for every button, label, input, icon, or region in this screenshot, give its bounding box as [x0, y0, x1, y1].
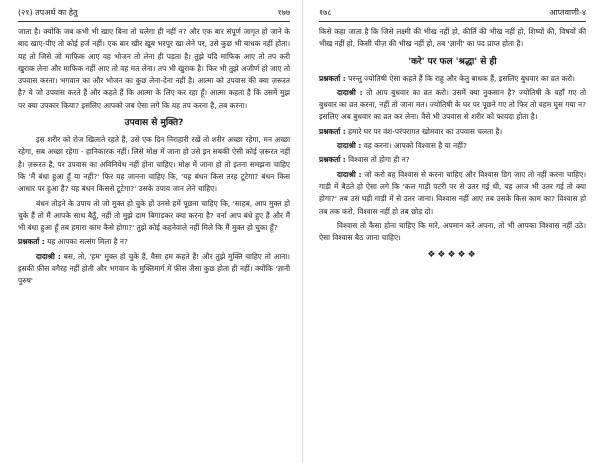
right-dialogue — [319, 73, 586, 85]
dialogue-speaker: दादाश्री : — [337, 87, 363, 97]
left-header-rule — [18, 21, 290, 22]
dialogue-text: तो आप बुधवार का व्रत करो। उसमें क्या नुकसान है? ज्योतिषी के यहाँ गए तो बुधवार का व्रत करना, नहीं तो जाना मत। ज्योतिषी के घर पर पूछने गए तो फिर तो वहम घुस गया न? इसलिए अब बुधवार का व्रत कर लेना। वैसे भी उपवास से शरीर को फायदा होता है। — [319, 87, 586, 122]
dialogue-text: बस, तो, 'हम' मुक्त हो चुके हैं, वैसा हम कहते हैं! और तुझे मुक्ति चाहिए तो आना। इसकी फ़ीस वगैरह नहीं होती और भगवान के मुक्तिमार्ग में फ़ीस जैसा कुछ होता ही नहीं। क्योंकि 'ज्ञानी पुरुष' — [18, 251, 290, 286]
right-closing-paragraph: विश्वास तो कैसा होना चाहिए कि मारे, अपमान करे अपना, तो भी आपका विश्वास नहीं उठे। ऐसा विश्वास बैठ जाना चाहिए। — [319, 220, 586, 243]
dialogue-text: परन्तु ज्योतिषी ऐसा कहते हैं कि राहु और केतु बाधक हैं, इसलिए बुधवार का व्रत करो। — [348, 73, 575, 83]
dialogue-speaker: प्रश्नकर्ता : — [319, 155, 346, 165]
dialogue-speaker: प्रश्नकर्ता : — [18, 237, 45, 247]
right-page-running-title: आप्तवाणी-४ — [549, 8, 586, 17]
dialogue-speaker: प्रश्नकर्ता : — [319, 73, 346, 83]
left-page-running-title: (२१) तपअर्थ का हेतु — [18, 8, 78, 17]
left-dialogue — [18, 251, 290, 288]
left-dialogue — [18, 236, 290, 248]
dialogue-text: यह आपका सत्संग मिला है न? — [47, 237, 128, 247]
dialogue-text: जो करो वह विश्वास से करना चाहिए और विश्वास डिग जाए तो नहीं करना चाहिए। गाड़ी में बैठते हो ऐसा लगे कि 'कल गाड़ी पटरी पर से उतर गई थी, यह आज भी उतर गई तो क्या होगा?' तब उस घड़ी गाड़ी में से उतर जाना। विश्वास नहीं आए तब उसके किस काम का? विश्वास हो तब तक करो, विश्वास नहीं हो तब छोड़ दो। — [319, 169, 586, 216]
dialogue-speaker: दादाश्री : — [337, 169, 362, 179]
dialogue-speaker: दादाश्री : — [337, 141, 362, 151]
ornament-divider: ❖❖❖❖❖ — [427, 250, 478, 261]
right-section-heading: 'करे' पर फल 'श्रद्धा' से ही — [408, 56, 497, 67]
left-page-number: १७७ — [277, 8, 290, 17]
left-section-paragraph: बंधन तोड़ने के उपाय तो जो मुक्त हो चुके हों उनसे हमें पूछना चाहिए कि, 'साहब, आप मुक्त हो चुके हैं तो मैं आपके साथ बैठूँ, नहीं तो मुझे दाम बिगाड़कर क्या करना है? वर्ना आप बंधे हुए हैं और मैं भी बंधा हुआ हूँ तब हमारा काम कैसे होगा?' तुझे कोई कहनेवाले नहीं मिले कि मैं मुक्त हो चुका हूँ? — [18, 198, 290, 233]
left-paragraph: जाता है। क्योंकि जब कभी भी खाए बिना तो चलेगा ही नहीं न? और एक बार संपूर्ण जागृत हो जाने के बाद खाए-पीए तो कोई हर्ज नहीं। एक बार खीर खूब भरपूर खा लेने पर, उसे कुछ भी बाधक नहीं होता। यह तो जिसे जो माफिक आए वह भोजन तो लेना ही पड़ता है। तुझे यदि माफिक आए तो तप करी खुराक लेना और माफिक नहीं आए तो वह मत लेना। तप भी खुराक है। फिर भी तुझे अजीर्ण हो जाए तो उपवास करना। भगवान का और भोजन का कुछ लेना-देना नहीं है। आत्मा को उपवास की क्या ज़रूरत है? ये जो उपवास करते हैं और कहते हैं कि आत्मा के लिए कर रहा हूँ। आत्मा कहता है कि उसमें मुझ पर क्या उपकार किया? इसलिए आपको जब ऐसा लगे कि यह तप करना है, तब करना। — [18, 27, 290, 110]
dialogue-text: वह करना। आपको विश्वास है या नहीं? — [363, 141, 467, 151]
right-dialogue — [319, 87, 586, 124]
dialogue-text: विश्वास तो होगा ही न? — [348, 155, 410, 165]
right-dialogue — [319, 126, 586, 138]
page-gutter — [302, 0, 303, 463]
dialogue-speaker: दादाश्री : — [36, 251, 61, 261]
dialogue-text: हमारे घर पर वंश-परंपरागत खोमवार का उपवास चलता है। — [348, 126, 503, 136]
right-dialogue — [319, 169, 586, 218]
right-opening-paragraph: किसे कहा जाता है कि जिसे लक्ष्मी की भीख नहीं हो, कीर्ति की भीख नहीं हो, शिष्यों की, विषयों की भीख नहीं हो, किसी चीज़ की भीख नहीं हो, तब 'ज्ञानी' का पद प्राप्त होता है। — [319, 27, 586, 49]
right-page — [305, 0, 600, 463]
left-section-heading: उपवास से मुक्ति? — [124, 118, 184, 129]
right-dialogue — [319, 154, 586, 166]
right-header-rule — [319, 21, 586, 22]
right-page-number: १७८ — [319, 8, 332, 17]
dialogue-speaker: प्रश्नकर्ता : — [319, 126, 346, 136]
right-dialogue — [319, 140, 586, 152]
left-section-paragraph: इस शरीर को रोज खिलाते रहते हैं, उसे एक दिन निराहारी रखें तो शरीर अच्छा रहेगा, मन अच्छा रहेगा, सब अच्छा रहेगा - हानिकारक नहीं। लिसे मोक्ष में जाना हो उसे इन सबकी ऐसी कोई ज़रूरत नहीं है। ज़रूरत है, पर उपवास का अविनियेथ नहीं होना चाहिए। मोक्ष में जाना हो तो इतना समझना चाहिए कि 'मैं बंधा हुआ हूँ या नहीं?' फिर यह जानना चाहिए कि, 'यह बंधन किस तरह टूटेगा? बंधन किस आधार पर हुआ है? यह बंधन किससे टूटेगा?' उसके उपाय जान लेने चाहिए। — [18, 135, 290, 194]
